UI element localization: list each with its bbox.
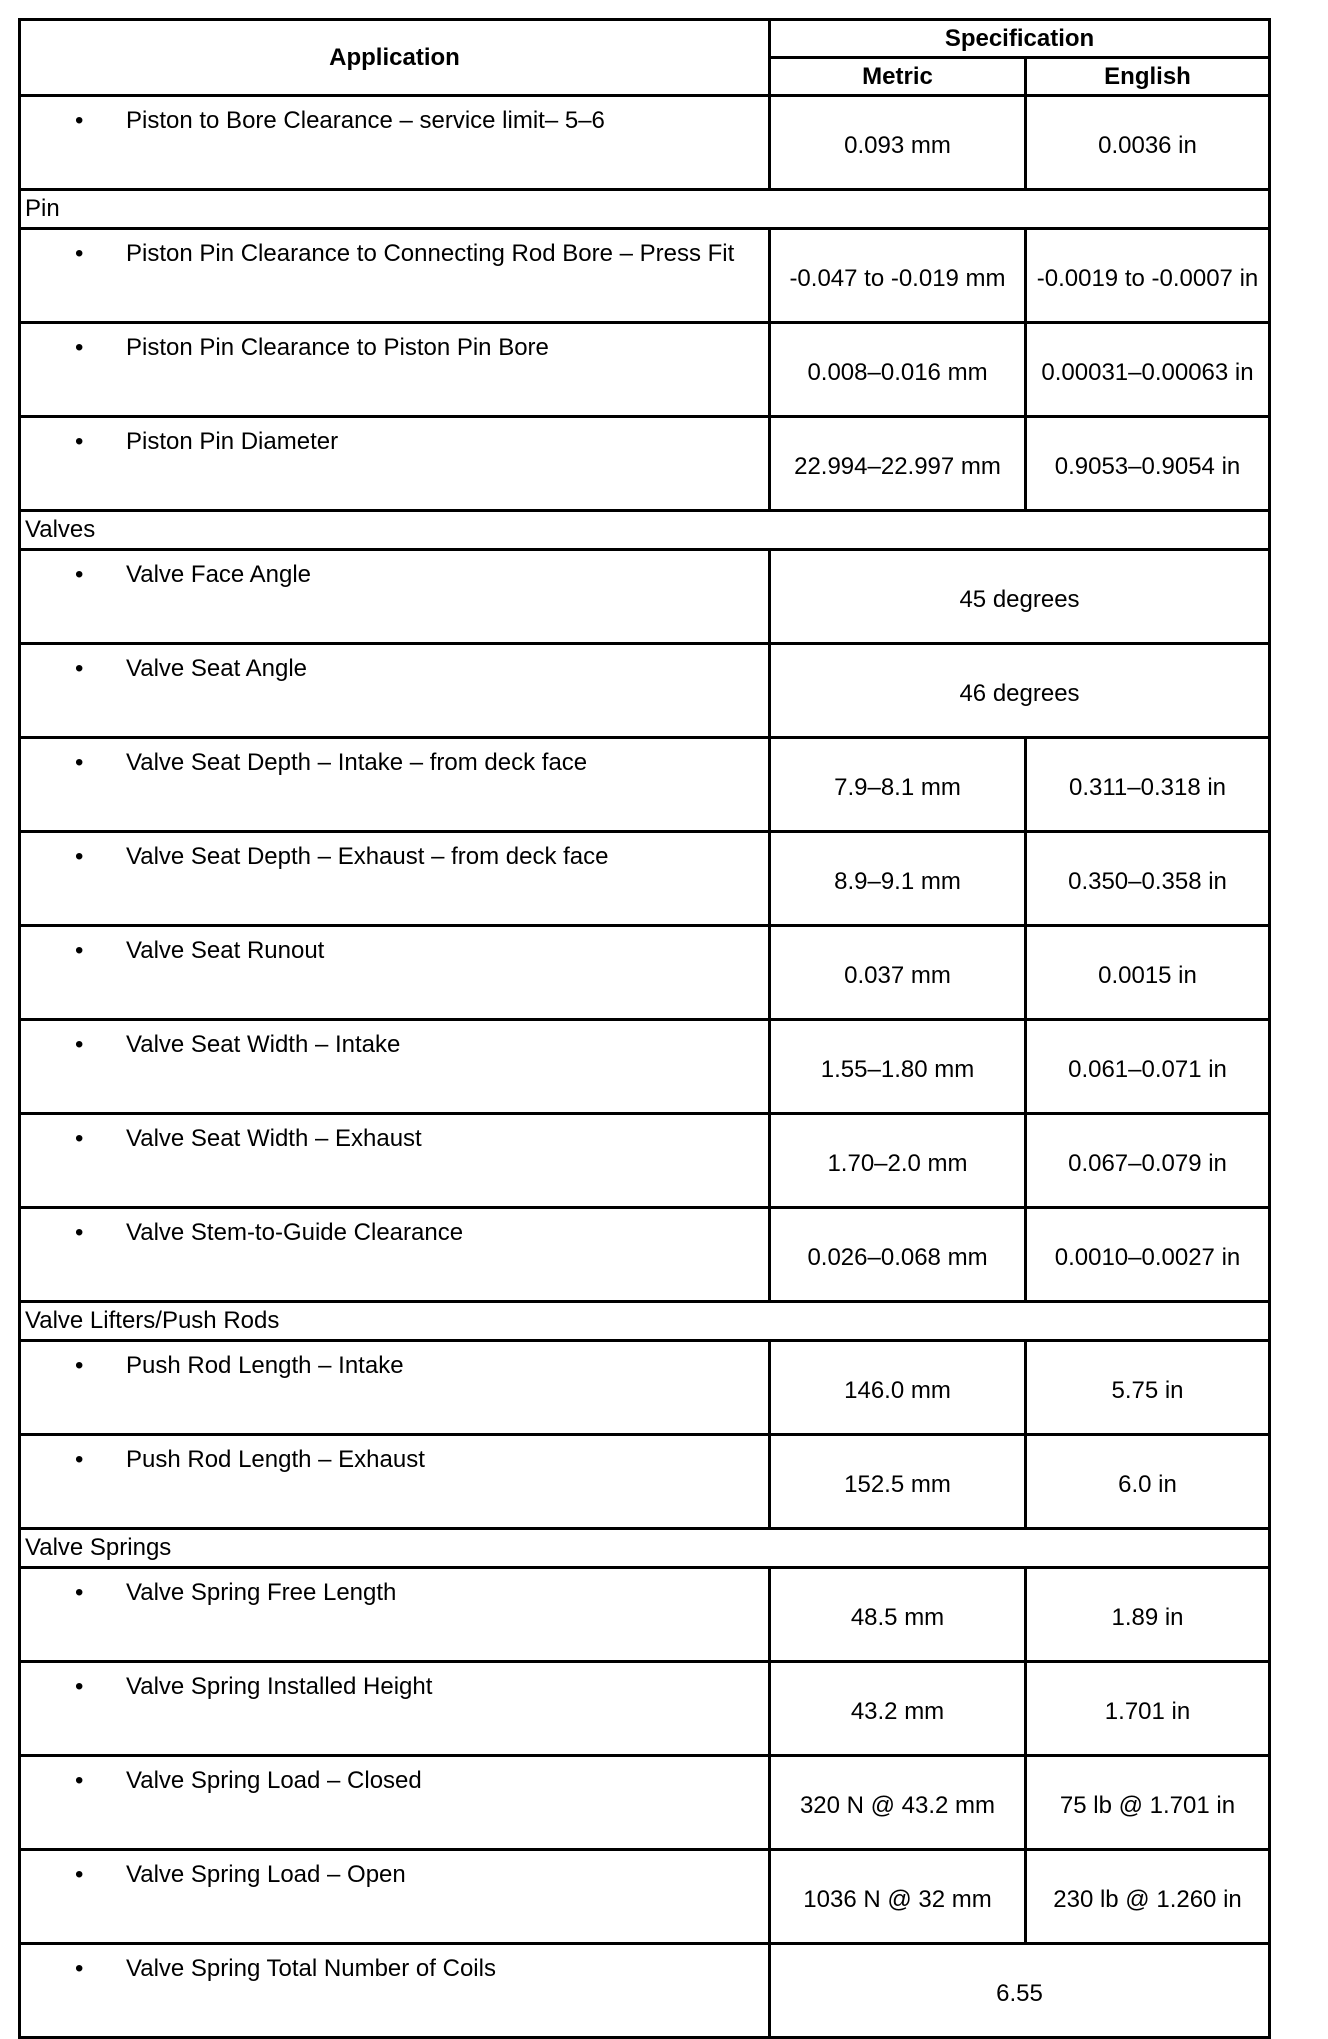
- english-value: 6.0 in: [1026, 1435, 1270, 1529]
- application-label: Valve Spring Load – Closed: [126, 1767, 422, 1794]
- metric-value: 22.994–22.997 mm: [770, 417, 1026, 511]
- application-cell: [20, 926, 770, 1020]
- spec-row: [20, 1114, 1270, 1208]
- section-title: Pin: [20, 190, 1270, 229]
- application-label: Valve Spring Load – Open: [126, 1861, 406, 1888]
- application-cell: [20, 229, 770, 323]
- application-label: Push Rod Length – Intake: [126, 1352, 404, 1379]
- bullet-icon: •: [75, 1352, 84, 1379]
- application-cell: [20, 1435, 770, 1529]
- bullet-icon: •: [75, 1125, 84, 1152]
- application-label: Piston Pin Diameter: [126, 428, 339, 455]
- application-cell: [20, 1208, 770, 1302]
- application-cell: [20, 1944, 770, 2038]
- bullet-icon: •: [75, 561, 84, 588]
- spec-row: [20, 1020, 1270, 1114]
- bullet-icon: •: [75, 749, 84, 776]
- application-cell: [20, 550, 770, 644]
- application-cell: [20, 1568, 770, 1662]
- bullet-icon: •: [75, 428, 84, 455]
- spec-row: [20, 229, 1270, 323]
- english-value: 0.350–0.358 in: [1026, 832, 1270, 926]
- bullet-icon: •: [75, 107, 84, 134]
- application-label: Valve Spring Installed Height: [126, 1673, 433, 1700]
- metric-value: 0.026–0.068 mm: [770, 1208, 1026, 1302]
- english-value: 0.0015 in: [1026, 926, 1270, 1020]
- application-cell: [20, 1341, 770, 1435]
- section-title: Valve Springs: [20, 1529, 1270, 1568]
- combined-value: 45 degrees: [770, 550, 1270, 644]
- spec-row: [20, 1756, 1270, 1850]
- spec-row: [20, 1208, 1270, 1302]
- spec-row: [20, 96, 1270, 190]
- bullet-icon: •: [75, 1031, 84, 1058]
- section-title: Valves: [20, 511, 1270, 550]
- metric-value: 1.55–1.80 mm: [770, 1020, 1026, 1114]
- english-value: 5.75 in: [1026, 1341, 1270, 1435]
- application-cell: [20, 832, 770, 926]
- english-value: 0.0036 in: [1026, 96, 1270, 190]
- application-cell: [20, 417, 770, 511]
- english-value: 75 lb @ 1.701 in: [1026, 1756, 1270, 1850]
- english-value: 1.701 in: [1026, 1662, 1270, 1756]
- metric-value: 8.9–9.1 mm: [770, 832, 1026, 926]
- application-cell: [20, 1020, 770, 1114]
- metric-value: 43.2 mm: [770, 1662, 1026, 1756]
- application-cell: [20, 738, 770, 832]
- specification-table: [18, 18, 1271, 2039]
- bullet-icon: •: [75, 240, 84, 267]
- application-header: Application: [20, 20, 770, 96]
- application-label: Piston Pin Clearance to Piston Pin Bore: [126, 334, 549, 361]
- spec-row: [20, 1850, 1270, 1944]
- bullet-icon: •: [75, 655, 84, 682]
- application-label: Push Rod Length – Exhaust: [126, 1446, 425, 1473]
- bullet-icon: •: [75, 937, 84, 964]
- application-label: Valve Spring Total Number of Coils: [126, 1955, 496, 1982]
- application-label: Valve Face Angle: [126, 561, 312, 588]
- metric-value: 1.70–2.0 mm: [770, 1114, 1026, 1208]
- spec-row: [20, 1568, 1270, 1662]
- application-label: Piston to Bore Clearance – service limit– 5–6: [126, 107, 605, 134]
- metric-value: 320 N @ 43.2 mm: [770, 1756, 1026, 1850]
- metric-value: 0.093 mm: [770, 96, 1026, 190]
- bullet-icon: •: [75, 1579, 84, 1606]
- application-cell: [20, 1662, 770, 1756]
- bullet-icon: •: [75, 1861, 84, 1888]
- application-label: Valve Spring Free Length: [126, 1579, 397, 1606]
- application-label: Valve Seat Runout: [126, 937, 325, 964]
- bullet-icon: •: [75, 1767, 84, 1794]
- metric-value: 48.5 mm: [770, 1568, 1026, 1662]
- metric-value: 0.008–0.016 mm: [770, 323, 1026, 417]
- english-value: 230 lb @ 1.260 in: [1026, 1850, 1270, 1944]
- english-value: 1.89 in: [1026, 1568, 1270, 1662]
- english-value: 0.311–0.318 in: [1026, 738, 1270, 832]
- application-cell: [20, 1850, 770, 1944]
- spec-row: [20, 323, 1270, 417]
- application-cell: [20, 644, 770, 738]
- metric-header: Metric: [770, 58, 1026, 96]
- english-value: 0.067–0.079 in: [1026, 1114, 1270, 1208]
- application-label: Valve Seat Depth – Exhaust – from deck face: [126, 843, 609, 870]
- english-value: 0.061–0.071 in: [1026, 1020, 1270, 1114]
- spec-row: [20, 417, 1270, 511]
- application-cell: [20, 1114, 770, 1208]
- spec-row: [20, 1435, 1270, 1529]
- application-cell: [20, 1756, 770, 1850]
- table-body: [20, 96, 1270, 2038]
- spec-row: [20, 1341, 1270, 1435]
- metric-value: 7.9–8.1 mm: [770, 738, 1026, 832]
- spec-row: [20, 550, 1270, 644]
- bullet-icon: •: [75, 1673, 84, 1700]
- section-row: [20, 1529, 1270, 1568]
- application-cell: [20, 323, 770, 417]
- combined-value: 6.55: [770, 1944, 1270, 2038]
- english-value: 0.9053–0.9054 in: [1026, 417, 1270, 511]
- metric-value: 146.0 mm: [770, 1341, 1026, 1435]
- bullet-icon: •: [75, 843, 84, 870]
- application-cell: [20, 96, 770, 190]
- section-row: [20, 1302, 1270, 1341]
- metric-value: 1036 N @ 32 mm: [770, 1850, 1026, 1944]
- english-value: -0.0019 to -0.0007 in: [1026, 229, 1270, 323]
- english-value: 0.00031–0.00063 in: [1026, 323, 1270, 417]
- metric-value: 0.037 mm: [770, 926, 1026, 1020]
- specification-header: Specification: [770, 20, 1270, 58]
- application-label: Valve Seat Width – Exhaust: [126, 1125, 422, 1152]
- application-label: Valve Seat Depth – Intake – from deck face: [126, 749, 588, 776]
- metric-value: 152.5 mm: [770, 1435, 1026, 1529]
- spec-row: [20, 926, 1270, 1020]
- application-label: Piston Pin Clearance to Connecting Rod Bore – Press Fit: [126, 240, 735, 267]
- english-header: English: [1026, 58, 1270, 96]
- application-label: Valve Seat Angle: [126, 655, 308, 682]
- bullet-icon: •: [75, 1219, 84, 1246]
- spec-row: [20, 1662, 1270, 1756]
- spec-row: [20, 644, 1270, 738]
- section-title: Valve Lifters/Push Rods: [20, 1302, 1270, 1341]
- spec-row: [20, 1944, 1270, 2038]
- section-row: [20, 511, 1270, 550]
- english-value: 0.0010–0.0027 in: [1026, 1208, 1270, 1302]
- section-row: [20, 190, 1270, 229]
- spec-row: [20, 738, 1270, 832]
- combined-value: 46 degrees: [770, 644, 1270, 738]
- application-label: Valve Seat Width – Intake: [126, 1031, 401, 1058]
- application-label: Valve Stem-to-Guide Clearance: [126, 1219, 464, 1246]
- bullet-icon: •: [75, 1955, 84, 1982]
- bullet-icon: •: [75, 1446, 84, 1473]
- spec-row: [20, 832, 1270, 926]
- metric-value: -0.047 to -0.019 mm: [770, 229, 1026, 323]
- table-header: [20, 20, 1270, 96]
- bullet-icon: •: [75, 334, 84, 361]
